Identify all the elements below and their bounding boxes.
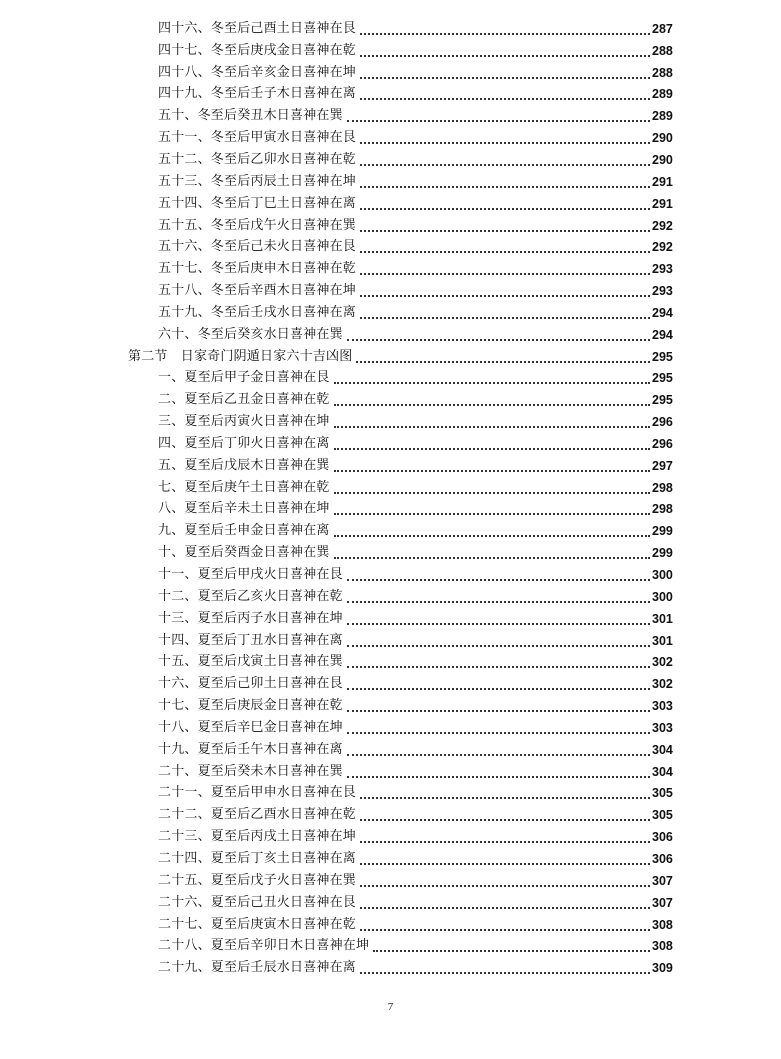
dot-leader: [356, 359, 650, 363]
toc-entry-page-number: 291: [652, 174, 673, 189]
toc-entry-title: 十三、夏至后丙子水日喜神在坤: [158, 610, 343, 626]
dot-leader: [347, 118, 650, 122]
dot-leader: [347, 686, 650, 690]
dot-leader: [360, 927, 650, 931]
toc-entry-title: 十九、夏至后壬午木日喜神在离: [158, 741, 343, 757]
dot-leader: [347, 599, 650, 603]
toc-entry[interactable]: [0, 542, 781, 564]
toc-entry-page-number: 295: [652, 393, 673, 408]
toc-entry-title: 一、夏至后甲子金日喜神在艮: [158, 370, 330, 386]
toc-entry-page-number: 309: [652, 961, 673, 976]
toc-entry-page-number: 305: [652, 786, 673, 801]
toc-entry-title: 五十、冬至后癸丑木日喜神在巽: [158, 108, 343, 124]
toc-entry-page-number: 294: [652, 327, 673, 342]
toc-entry[interactable]: [0, 695, 781, 717]
dot-leader: [360, 228, 650, 232]
toc-entry[interactable]: [0, 193, 781, 215]
toc-entry-title: 十六、夏至后己卯土日喜神在艮: [158, 676, 343, 692]
dot-leader: [360, 970, 650, 974]
dot-leader: [360, 293, 650, 297]
toc-entry[interactable]: [0, 630, 781, 652]
toc-entry-page-number: 292: [652, 240, 673, 255]
toc-section-heading[interactable]: [0, 346, 781, 368]
toc-entry-page-number: 301: [652, 611, 673, 626]
toc-entry-page-number: 300: [652, 568, 673, 583]
toc-entry-title: 四十八、冬至后辛亥金日喜神在坤: [158, 64, 357, 80]
toc-entry-page-number: 294: [652, 305, 673, 320]
toc-entry[interactable]: [0, 783, 781, 805]
toc-entry-title: 二十二、夏至后乙酉水日喜神在乾: [158, 807, 357, 823]
toc-entry-page-number: 305: [652, 808, 673, 823]
toc-entry-title: 五十八、冬至后辛酉木日喜神在坤: [158, 283, 357, 299]
toc-entry-page-number: 300: [652, 589, 673, 604]
toc-entry-title: 四十九、冬至后壬子木日喜神在离: [158, 86, 357, 102]
toc-entry[interactable]: [0, 761, 781, 783]
toc-entry-title: 十四、夏至后丁丑水日喜神在离: [158, 632, 343, 648]
toc-entry[interactable]: [0, 870, 781, 892]
dot-leader: [360, 75, 650, 79]
toc-entry-page-number: 296: [652, 415, 673, 430]
toc-entry[interactable]: [0, 433, 781, 455]
dot-leader: [360, 795, 650, 799]
toc-entry-title: 三、夏至后丙寅火日喜神在坤: [158, 414, 330, 430]
toc-entry[interactable]: [0, 520, 781, 542]
toc-entry-title: 二十五、夏至后戊子火日喜神在巽: [158, 872, 357, 888]
dot-leader: [360, 817, 650, 821]
toc-entry-page-number: 299: [652, 546, 673, 561]
dot-leader: [360, 53, 650, 57]
toc-entry-page-number: 288: [652, 43, 673, 58]
dot-leader: [373, 948, 650, 952]
toc-entry-page-number: 299: [652, 524, 673, 539]
toc-entry-page-number: 289: [652, 87, 673, 102]
toc-entry[interactable]: [0, 651, 781, 673]
toc-entry-title: 二十三、夏至后丙戌土日喜神在坤: [158, 829, 357, 845]
dot-leader: [334, 555, 650, 559]
toc-entry[interactable]: [0, 18, 781, 40]
toc-entry-page-number: 288: [652, 65, 673, 80]
toc-entry-page-number: 306: [652, 830, 673, 845]
toc-entry-title: 二、夏至后乙丑金日喜神在乾: [158, 392, 330, 408]
toc-entry[interactable]: [0, 105, 781, 127]
dot-leader: [360, 839, 650, 843]
toc-entry-title: 十、夏至后癸酉金日喜神在巽: [158, 545, 330, 561]
toc-entry[interactable]: [0, 914, 781, 936]
toc-entry[interactable]: [0, 673, 781, 695]
toc-entry-title: 七、夏至后庚午土日喜神在乾: [158, 479, 330, 495]
toc-entry-title: 十七、夏至后庚辰金日喜神在乾: [158, 698, 343, 714]
dot-leader: [347, 643, 650, 647]
toc-entry[interactable]: [0, 455, 781, 477]
toc-entry-page-number: 291: [652, 196, 673, 211]
dot-leader: [334, 511, 650, 515]
toc-entry[interactable]: [0, 411, 781, 433]
toc-entry[interactable]: [0, 324, 781, 346]
toc-entry-title: 八、夏至后辛未土日喜神在坤: [158, 501, 330, 517]
toc-entry[interactable]: [0, 499, 781, 521]
toc-entry-title: 二十七、夏至后庚寅木日喜神在乾: [158, 916, 357, 932]
dot-leader: [347, 774, 650, 778]
toc-entry-title: 二十四、夏至后丁亥土日喜神在离: [158, 850, 357, 866]
toc-entry-page-number: 296: [652, 436, 673, 451]
dot-leader: [347, 664, 650, 668]
toc-entry[interactable]: [0, 717, 781, 739]
dot-leader: [334, 490, 650, 494]
toc-entry[interactable]: [0, 848, 781, 870]
toc-entry[interactable]: [0, 40, 781, 62]
toc-entry-title: 二十九、夏至后壬辰水日喜神在离: [158, 960, 357, 976]
toc-entry-title: 四十六、冬至后己酉土日喜神在艮: [158, 20, 357, 36]
toc-entry-page-number: 295: [652, 349, 673, 364]
toc-entry[interactable]: [0, 62, 781, 84]
toc-entry[interactable]: [0, 149, 781, 171]
toc-entry-page-number: 302: [652, 655, 673, 670]
toc-entry[interactable]: [0, 258, 781, 280]
dot-leader: [347, 621, 650, 625]
dot-leader: [360, 861, 650, 865]
dot-leader: [360, 315, 650, 319]
dot-leader: [334, 468, 650, 472]
toc-entry-page-number: 308: [652, 917, 673, 932]
toc-entry-title: 二十一、夏至后甲申水日喜神在艮: [158, 785, 357, 801]
toc-entry[interactable]: [0, 280, 781, 302]
dot-leader: [360, 271, 650, 275]
toc-entry-title: 五十一、冬至后甲寅水日喜神在艮: [158, 130, 357, 146]
dot-leader: [347, 708, 650, 712]
toc-entry-title: 五十四、冬至后丁巳土日喜神在离: [158, 195, 357, 211]
dot-leader: [334, 446, 650, 450]
toc-entry-page-number: 307: [652, 895, 673, 910]
toc-entry-page-number: 303: [652, 720, 673, 735]
page-footer-number: 7: [387, 1001, 394, 1013]
dot-leader: [360, 96, 650, 100]
toc-entry[interactable]: [0, 236, 781, 258]
toc-entry-title: 二十六、夏至后己丑火日喜神在艮: [158, 894, 357, 910]
toc-entry[interactable]: [0, 804, 781, 826]
toc-entry-title: 五十二、冬至后乙卯水日喜神在乾: [158, 151, 357, 167]
toc-entry[interactable]: [0, 586, 781, 608]
toc-entry-page-number: 290: [652, 131, 673, 146]
dot-leader: [360, 206, 650, 210]
toc-entry-title: 十一、夏至后甲戌火日喜神在艮: [158, 567, 343, 583]
dot-leader: [360, 162, 650, 166]
toc-entry[interactable]: [0, 935, 781, 957]
toc-entry-title: 十二、夏至后乙亥火日喜神在乾: [158, 588, 343, 604]
toc-entry-title: 四十七、冬至后庚戌金日喜神在乾: [158, 42, 357, 58]
dot-leader: [347, 337, 650, 341]
toc-entry-title: 五十五、冬至后戊午火日喜神在巽: [158, 217, 357, 233]
toc-entry[interactable]: [0, 368, 781, 390]
toc-entry-title: 五十六、冬至后己未火日喜神在艮: [158, 239, 357, 255]
toc-entry-page-number: 298: [652, 480, 673, 495]
dot-leader: [360, 905, 650, 909]
dot-leader: [360, 249, 650, 253]
toc-entry-title: 二十、夏至后癸未木日喜神在巽: [158, 763, 343, 779]
toc-entry-page-number: 306: [652, 851, 673, 866]
dot-leader: [360, 883, 650, 887]
toc-entry-title: 五、夏至后戊辰木日喜神在巽: [158, 457, 330, 473]
toc-entry-page-number: 293: [652, 262, 673, 277]
dot-leader: [347, 730, 650, 734]
toc-entry-page-number: 303: [652, 699, 673, 714]
toc-entry-title: 十五、夏至后戊寅土日喜神在巽: [158, 654, 343, 670]
dot-leader: [334, 424, 650, 428]
toc-entry[interactable]: [0, 477, 781, 499]
toc-entry-title: 五十七、冬至后庚申木日喜神在乾: [158, 261, 357, 277]
toc-entry[interactable]: [0, 127, 781, 149]
toc-entry-page-number: 290: [652, 152, 673, 167]
dot-leader: [347, 752, 650, 756]
table-of-contents: [0, 18, 781, 979]
toc-entry-page-number: 301: [652, 633, 673, 648]
toc-entry[interactable]: [0, 826, 781, 848]
toc-entry-title: 五十三、冬至后丙辰土日喜神在坤: [158, 173, 357, 189]
toc-entry-page-number: 302: [652, 677, 673, 692]
toc-entry-page-number: 297: [652, 458, 673, 473]
dot-leader: [334, 533, 650, 537]
toc-entry[interactable]: [0, 389, 781, 411]
toc-entry-title: 九、夏至后壬申金日喜神在离: [158, 523, 330, 539]
toc-entry[interactable]: [0, 739, 781, 761]
toc-entry[interactable]: [0, 215, 781, 237]
toc-entry-page-number: 307: [652, 873, 673, 888]
toc-entry-page-number: 304: [652, 764, 673, 779]
dot-leader: [334, 402, 650, 406]
dot-leader: [360, 140, 650, 144]
toc-entry[interactable]: [0, 564, 781, 586]
toc-entry-page-number: 293: [652, 284, 673, 299]
toc-entry[interactable]: [0, 957, 781, 979]
toc-entry-title: 六十、冬至后癸亥水日喜神在巽: [158, 326, 343, 342]
dot-leader: [334, 380, 650, 384]
toc-entry[interactable]: [0, 302, 781, 324]
toc-entry-page-number: 295: [652, 371, 673, 386]
toc-entry-title: 十八、夏至后辛巳金日喜神在坤: [158, 719, 343, 735]
toc-entry[interactable]: [0, 608, 781, 630]
toc-entry-title: 第二节 日家奇门阴遁日家六十吉凶图: [128, 348, 353, 364]
toc-entry-title: 四、夏至后丁卯火日喜神在离: [158, 435, 330, 451]
toc-entry-page-number: 298: [652, 502, 673, 517]
toc-entry-title: 五十九、冬至后壬戌水日喜神在离: [158, 304, 357, 320]
toc-entry-page-number: 289: [652, 109, 673, 124]
toc-entry[interactable]: [0, 84, 781, 106]
toc-entry[interactable]: [0, 171, 781, 193]
toc-entry-page-number: 287: [652, 21, 673, 36]
dot-leader: [360, 184, 650, 188]
toc-entry-title: 二十八、夏至后辛卯日木日喜神在坤: [158, 938, 370, 954]
toc-entry-page-number: 292: [652, 218, 673, 233]
dot-leader: [347, 577, 650, 581]
dot-leader: [360, 31, 650, 35]
toc-entry[interactable]: [0, 892, 781, 914]
toc-entry-page-number: 308: [652, 939, 673, 954]
toc-entry-page-number: 304: [652, 742, 673, 757]
